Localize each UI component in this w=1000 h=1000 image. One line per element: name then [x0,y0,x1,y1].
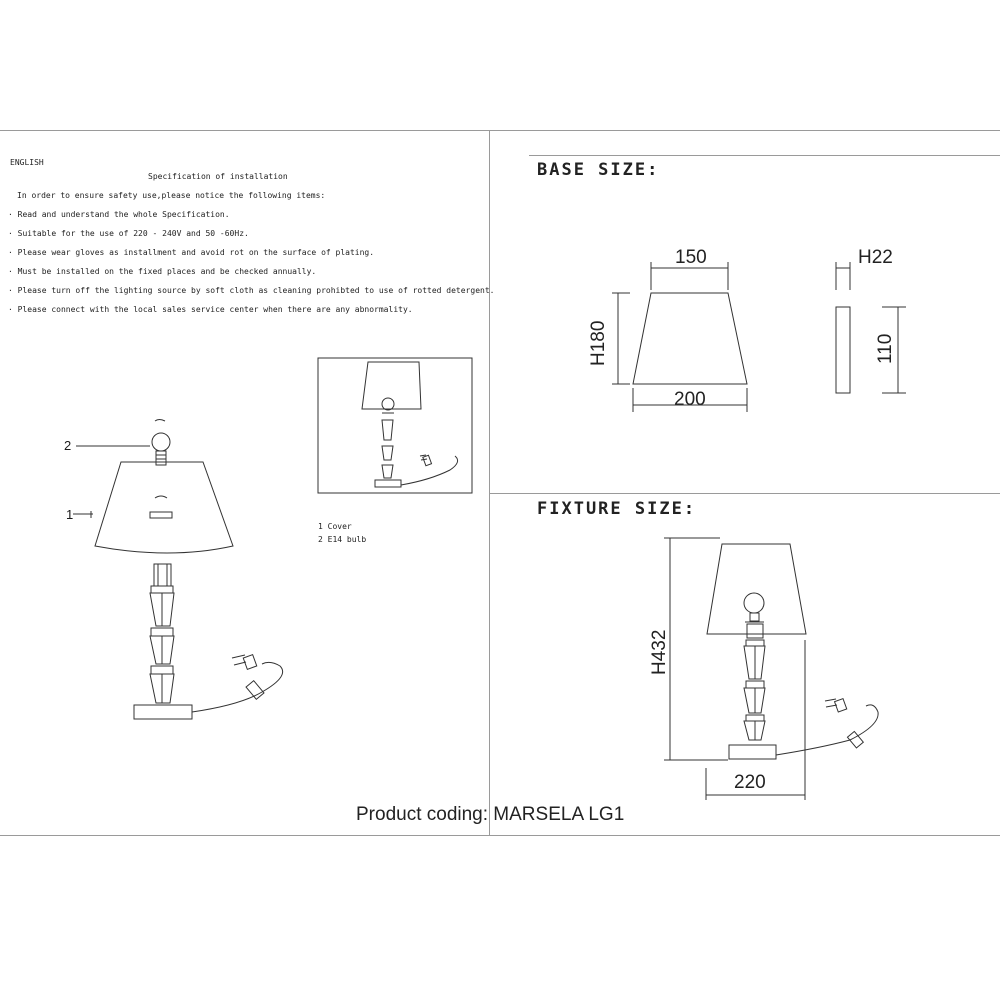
lamp-base-icon [134,705,192,719]
spec-title: Specification of installation [148,172,288,181]
base-size-heading: BASE SIZE: [537,160,660,180]
switch-icon [246,681,264,700]
callout-2: 2 [64,438,72,453]
bullet-1: · Read and understand the whole Specification. [8,210,230,219]
exploded-lamp-drawing [73,420,283,720]
base-side-height: 110 [875,333,896,364]
base-height: H180 [588,320,609,366]
callout-1: 1 [66,507,74,522]
base-depth: H22 [858,247,893,268]
base-bottom-width: 200 [674,389,706,410]
legend-bulb: 2 E14 bulb [318,535,367,544]
bulb-icon [152,420,170,466]
intro-text: In order to ensure safety use,please notice the following items: [17,191,326,200]
bullet-4: · Must be installed on the fixed places and be checked annually. [8,267,317,276]
shade-front-view [612,262,747,412]
fixture-size-heading: FIXTURE SIZE: [537,499,697,519]
bullet-5: · Please turn off the lighting source by soft cloth as cleaning prohibted to use of rotted detergent. [8,286,495,295]
legend-cover: 1 Cover [318,522,352,531]
bullet-6: · Please connect with the local sales service center when there are any abnormality. [8,305,413,314]
assembled-lamp-thumbnail [318,358,472,493]
fixture-height: H432 [649,629,670,675]
base-top-width: 150 [675,247,707,268]
bullet-2: · Suitable for the use of 220 - 240V and 50 -60Hz. [8,229,249,238]
lamp-body-icon [150,586,174,703]
shade-side-view [836,262,906,393]
fixture-width: 220 [734,772,766,793]
bullet-3: · Please wear gloves as installment and avoid rot on the surface of plating. [8,248,375,257]
plug-icon [232,655,257,670]
product-coding: Product coding: MARSELA LG1 [356,804,625,825]
fixture-drawing [664,538,878,800]
language-label: ENGLISH [10,158,44,167]
lamp-shade-icon [95,462,233,553]
